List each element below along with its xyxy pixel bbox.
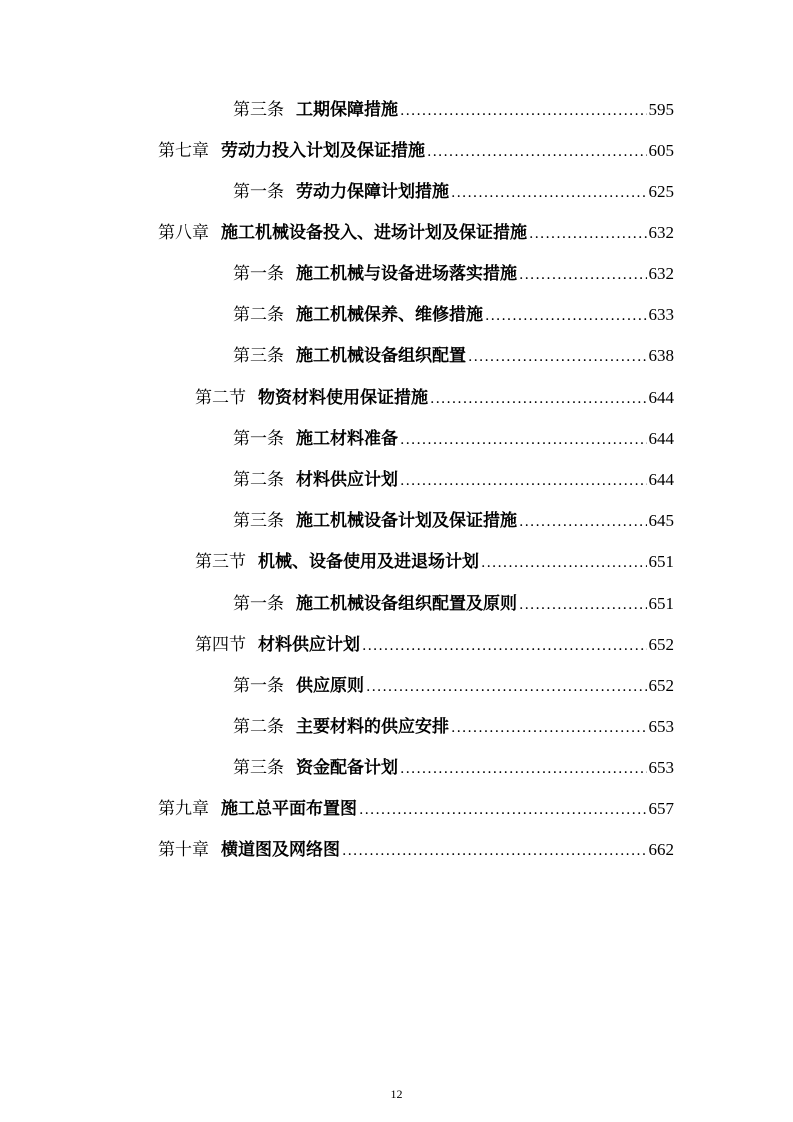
toc-entry-title: 机械、设备使用及进退场计划 xyxy=(258,552,479,572)
toc-entry[interactable] xyxy=(233,584,674,614)
toc-entry-title: 资金配备计划 xyxy=(296,758,398,778)
toc-entry-title: 主要材料的供应安排 xyxy=(296,717,449,737)
toc-entry-number: 第九章 xyxy=(158,799,209,819)
toc-dot-leader xyxy=(519,268,647,284)
toc-entry-number: 第三条 xyxy=(233,758,284,778)
toc-entry-number: 第一条 xyxy=(233,182,284,202)
toc-entry[interactable] xyxy=(158,131,674,161)
toc-dot-leader xyxy=(468,350,647,366)
toc-entry[interactable] xyxy=(195,542,674,572)
toc-dot-leader xyxy=(362,639,647,655)
toc-entry[interactable] xyxy=(195,625,674,655)
toc-entry[interactable] xyxy=(158,789,674,819)
toc-entry-page: 662 xyxy=(648,840,674,859)
toc-entry[interactable] xyxy=(233,707,674,737)
toc-entry-title: 施工机械保养、维修措施 xyxy=(296,305,483,325)
toc-entry-number: 第一条 xyxy=(233,264,284,284)
toc-entry-number: 第三节 xyxy=(195,552,246,572)
toc-entry-page: 644 xyxy=(648,470,674,489)
toc-entry-title: 施工材料准备 xyxy=(296,429,398,449)
toc-dot-leader xyxy=(427,145,647,161)
toc-entry-page: 633 xyxy=(648,305,674,324)
toc-entry[interactable] xyxy=(233,501,674,531)
toc-entry-number: 第一条 xyxy=(233,676,284,696)
toc-entry[interactable] xyxy=(233,460,674,490)
toc-entry[interactable] xyxy=(233,172,674,202)
toc-entry-page: 595 xyxy=(648,100,674,119)
toc-dot-leader xyxy=(366,680,647,696)
toc-entry[interactable] xyxy=(233,254,674,284)
toc-entry[interactable] xyxy=(233,419,674,449)
toc-entry-page: 605 xyxy=(648,141,674,160)
toc-entry-page: 651 xyxy=(648,594,674,613)
toc-dot-leader xyxy=(400,433,647,449)
toc-dot-leader xyxy=(519,598,647,614)
toc-entry-page: 657 xyxy=(648,799,674,818)
toc-dot-leader xyxy=(519,515,647,531)
toc-entry-number: 第四节 xyxy=(195,635,246,655)
toc-entry[interactable] xyxy=(158,213,674,243)
toc-dot-leader xyxy=(400,104,647,120)
toc-entry[interactable] xyxy=(158,830,674,860)
toc-entry-number: 第三条 xyxy=(233,346,284,366)
toc-entry-number: 第二条 xyxy=(233,305,284,325)
toc-entry-page: 652 xyxy=(648,676,674,695)
toc-entry-page: 652 xyxy=(648,635,674,654)
toc-entry-number: 第二节 xyxy=(195,388,246,408)
toc-entry[interactable] xyxy=(233,90,674,120)
toc-dot-leader xyxy=(359,803,647,819)
toc-entry[interactable] xyxy=(233,336,674,366)
toc-entry-page: 653 xyxy=(648,717,674,736)
toc-entry-title: 横道图及网络图 xyxy=(221,840,340,860)
toc-entry-title: 材料供应计划 xyxy=(296,470,398,490)
toc-entry-title: 施工机械设备投入、进场计划及保证措施 xyxy=(221,223,527,243)
toc-dot-leader xyxy=(451,721,647,737)
toc-entry[interactable] xyxy=(233,748,674,778)
toc-dot-leader xyxy=(529,227,647,243)
toc-dot-leader xyxy=(342,844,647,860)
toc-entry-title: 供应原则 xyxy=(296,676,364,696)
toc-entry-number: 第三条 xyxy=(233,511,284,531)
toc-entry-page: 625 xyxy=(648,182,674,201)
toc-entry[interactable] xyxy=(195,378,674,408)
toc-dot-leader xyxy=(481,556,647,572)
toc-entry-title: 物资材料使用保证措施 xyxy=(258,388,428,408)
toc-entry-title: 材料供应计划 xyxy=(258,635,360,655)
toc-entry-number: 第二条 xyxy=(233,470,284,490)
toc-dot-leader xyxy=(400,474,647,490)
footer-page-number: 12 xyxy=(390,1087,403,1101)
toc-entry-number: 第八章 xyxy=(158,223,209,243)
toc-entry-title: 工期保障措施 xyxy=(296,100,398,120)
toc-entry-page: 638 xyxy=(648,346,674,365)
toc-dot-leader xyxy=(451,186,647,202)
toc-entry-number: 第二条 xyxy=(233,717,284,737)
toc-entry-title: 劳动力投入计划及保证措施 xyxy=(221,141,425,161)
toc-entry-title: 施工机械设备组织配置及原则 xyxy=(296,594,517,614)
toc-entry-number: 第七章 xyxy=(158,141,209,161)
toc-entry-page: 651 xyxy=(648,552,674,571)
toc-entry-number: 第一条 xyxy=(233,594,284,614)
toc-entry-title: 施工总平面布置图 xyxy=(221,799,357,819)
toc-dot-leader xyxy=(430,392,647,408)
toc-entry-page: 645 xyxy=(648,511,674,530)
toc-entry-page: 632 xyxy=(648,264,674,283)
toc-entry-number: 第十章 xyxy=(158,840,209,860)
toc-entry-title: 施工机械设备计划及保证措施 xyxy=(296,511,517,531)
toc-entry-title: 施工机械与设备进场落实措施 xyxy=(296,264,517,284)
toc-entry-page: 632 xyxy=(648,223,674,242)
toc-dot-leader xyxy=(400,762,647,778)
toc-entry-page: 644 xyxy=(648,388,674,407)
toc-entry[interactable] xyxy=(233,666,674,696)
toc-entry-page: 644 xyxy=(648,429,674,448)
toc-dot-leader xyxy=(485,309,647,325)
toc-entry-number: 第三条 xyxy=(233,100,284,120)
toc-entry-page: 653 xyxy=(648,758,674,777)
toc-entry-number: 第一条 xyxy=(233,429,284,449)
toc-entry[interactable] xyxy=(233,295,674,325)
toc-entry-title: 施工机械设备组织配置 xyxy=(296,346,466,366)
toc-entry-title: 劳动力保障计划措施 xyxy=(296,182,449,202)
